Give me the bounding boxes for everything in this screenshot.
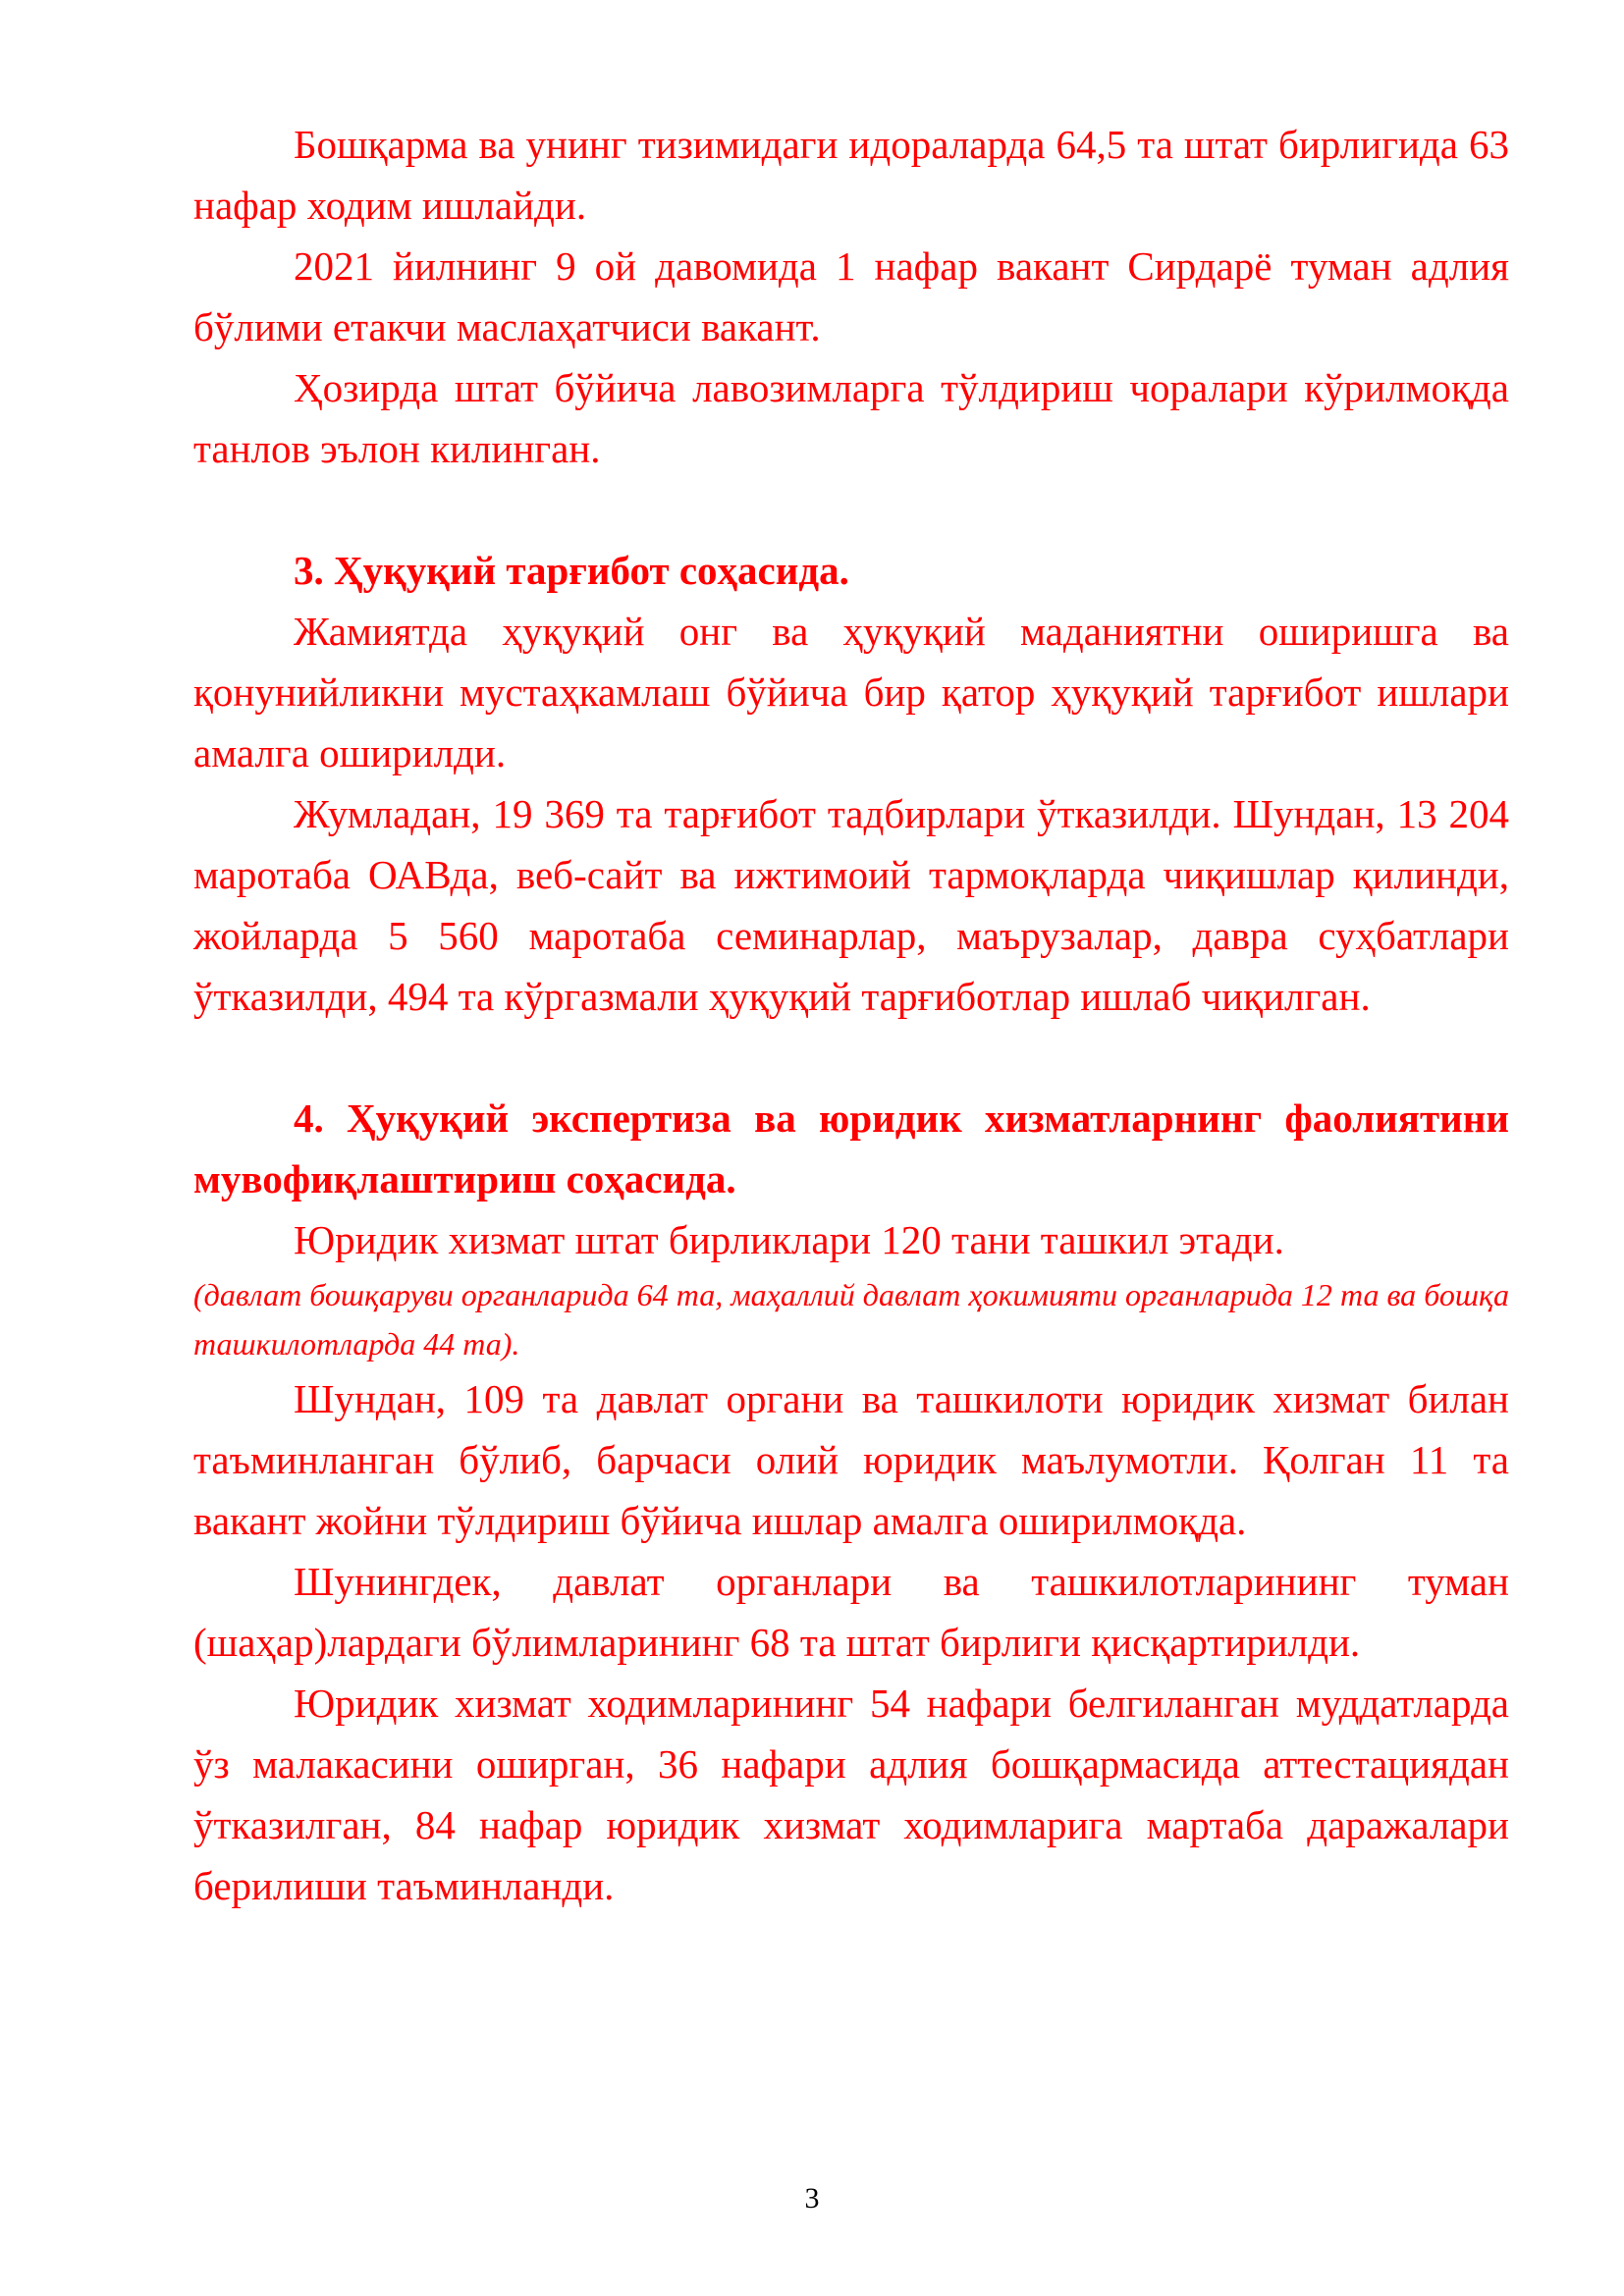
intro-paragraph-1: Бошқарма ва унинг тизимидаги идораларда 64,5 та штат бирлигида 63 нафар ходим ишлайди. xyxy=(193,122,1509,228)
page-number: 3 xyxy=(804,2182,820,2215)
section-4-paragraph-2: Шундан, 109 та давлат органи ва ташкилоти юридик хизмат билан таъминланган бўлиб, барчаси олий юридик маълумотли. Қолган 11 та вакант жойни тўлдириш бўйича ишлар амалга оширилмоқда. xyxy=(193,1376,1509,1543)
intro-paragraph-3: Ҳозирда штат бўйича лавозимларга тўлдириш чоралари кўрилмоқда танлов эълон килинган. xyxy=(193,365,1509,471)
section-3-heading: 3. Ҳуқуқий тарғибот соҳасида. xyxy=(294,548,849,593)
section-4-paragraph-1: Юридик хизмат штат бирликлари 120 тани ташкил этади. xyxy=(294,1217,1284,1262)
section-3-paragraph-1: Жамиятда ҳуқуқий онг ва ҳуқуқий маданиятни оширишга ва қонунийликни мустаҳкамлаш бўйича бир қатор ҳуқуқий тарғибот ишлари амалга оширилди. xyxy=(193,609,1509,775)
section-4-paragraph-4: Юридик хизмат ходимларининг 54 нафари белгиланган муддатларда ўз малакасини оширган, 36 нафари адлия бошқармасида аттестациядан ўтказилган, 84 нафар юридик хизмат ходимларига мартаба даражалари берилиши таъминланди. xyxy=(193,1681,1509,1908)
intro-paragraph-2: 2021 йилнинг 9 ой давомида 1 нафар вакант Сирдарё туман адлия бўлими етакчи маслаҳатчиси вакант. xyxy=(193,243,1509,349)
section-3-paragraph-2: Жумладан, 19 369 та тарғибот тадбирлари ўтказилди. Шундан, 13 204 маротаба ОАВда, веб-сайт ва ижтимоий тармоқларда чиқишлар қилинди, жойларда 5 560 маротаба семинарлар, маърузалар, давра суҳбатлари ўтказилди, 494 та кўргазмали ҳуқуқий тарғиботлар ишлаб чиқилган. xyxy=(193,791,1509,1019)
section-4-italic-note: (давлат бошқаруви органларида 64 та, маҳаллий давлат ҳокимияти органларида 12 та ва бошқа ташкилотларда 44 та). xyxy=(193,1277,1509,1362)
section-4-heading: 4. Ҳуқуқий экспертиза ва юридик хизматларнинг фаолиятини мувофиқлаштириш соҳасида. xyxy=(193,1095,1509,1201)
section-4-paragraph-3: Шунингдек, давлат органлари ва ташкилотларининг туман (шаҳар)лардаги бўлимларининг 68 та штат бирлиги қисқартирилди. xyxy=(193,1559,1509,1665)
document-body xyxy=(193,114,1509,1916)
